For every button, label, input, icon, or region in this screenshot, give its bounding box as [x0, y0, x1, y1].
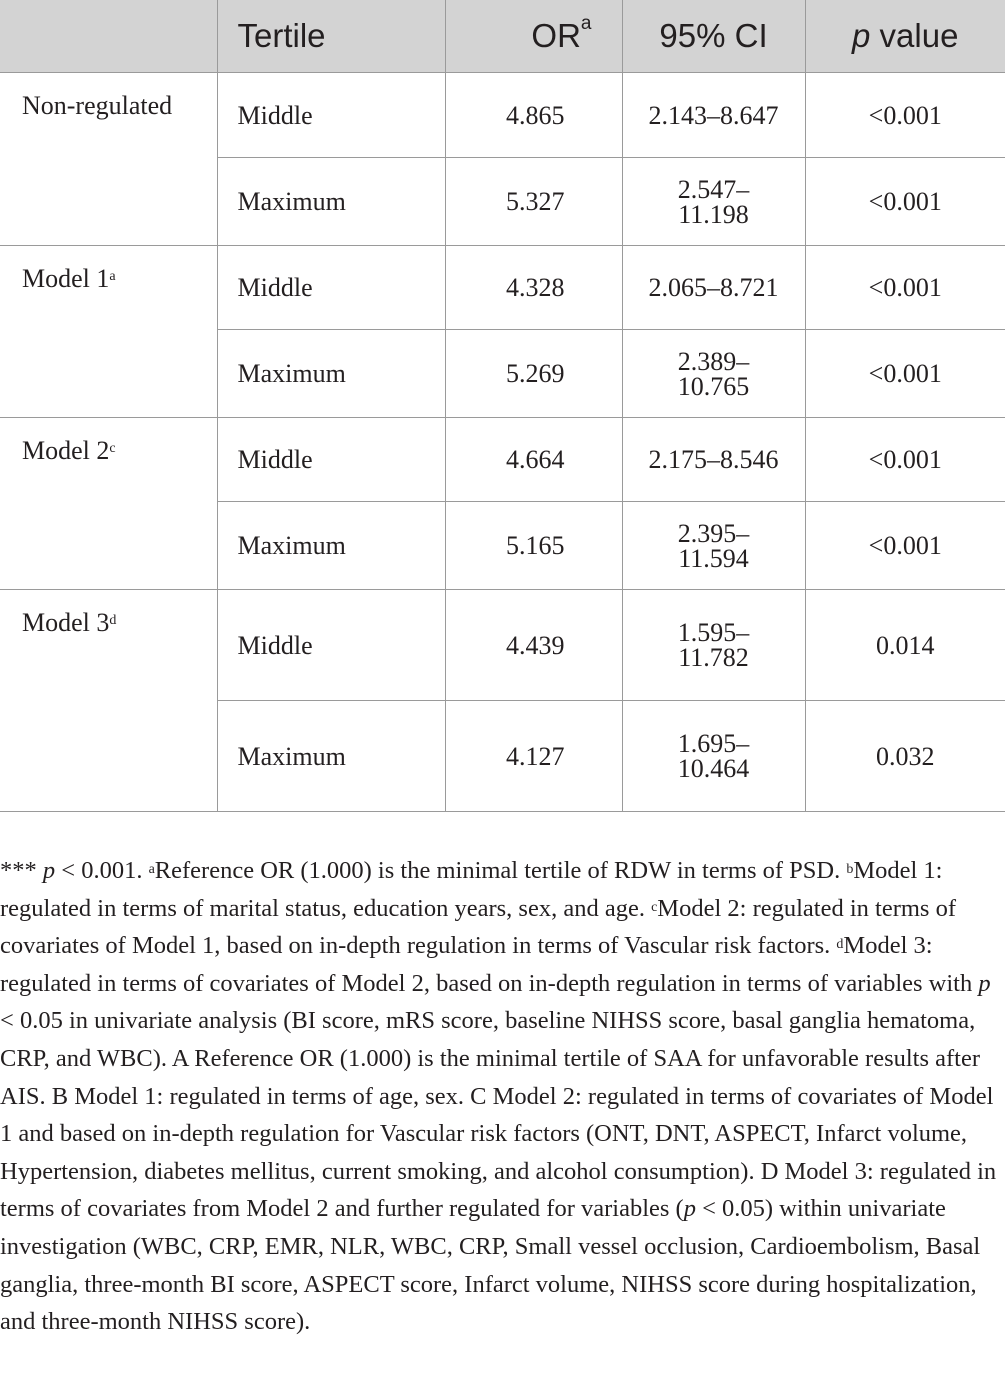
header-p-value	[805, 0, 1005, 73]
tertile-cell: Middle	[217, 246, 445, 330]
ci-cell: 1.695– 10.464	[622, 701, 805, 812]
or-cell: 4.865	[445, 73, 622, 158]
or-cell: 4.328	[445, 246, 622, 330]
p-value-cell: <0.001	[805, 330, 1005, 418]
ci-cell: 2.175–8.546	[622, 418, 805, 502]
table-row	[0, 73, 1005, 158]
tertile-cell: Maximum	[217, 158, 445, 246]
header-group	[0, 0, 217, 73]
header-or-text: OR	[531, 17, 581, 54]
ci-cell: 1.595– 11.782	[622, 590, 805, 701]
or-cell: 4.127	[445, 701, 622, 812]
or-cell: 5.165	[445, 502, 622, 590]
tertile-cell: Middle	[217, 418, 445, 502]
p-value-cell: 0.014	[805, 590, 1005, 701]
header-p-rest: value	[870, 17, 959, 54]
p-value-cell: <0.001	[805, 158, 1005, 246]
p-value-cell: <0.001	[805, 73, 1005, 158]
tertile-cell: Maximum	[217, 330, 445, 418]
header-ci: 95% CI	[622, 0, 805, 73]
ci-cell: 2.547– 11.198	[622, 158, 805, 246]
table-row	[0, 246, 1005, 330]
ci-cell: 2.389– 10.765	[622, 330, 805, 418]
or-cell: 4.439	[445, 590, 622, 701]
group-label: Model 2$^c$	[0, 418, 217, 590]
tertile-cell: Middle	[217, 590, 445, 701]
ci-cell: 2.065–8.721	[622, 246, 805, 330]
or-cell: 5.327	[445, 158, 622, 246]
or-cell: 4.664	[445, 418, 622, 502]
header-or	[445, 0, 622, 73]
header-row	[0, 0, 1005, 73]
table-row	[0, 418, 1005, 502]
p-value-cell: <0.001	[805, 246, 1005, 330]
group-label: Non-regulated	[0, 73, 217, 246]
group-label: Model 3$^d$	[0, 590, 217, 812]
ci-cell: 2.143–8.647	[622, 73, 805, 158]
header-tertile: Tertile	[217, 0, 445, 73]
header-or-sup: a	[580, 13, 592, 34]
table-footnote: *** p < 0.001. $^a$Reference OR (1.000) is the minimal tertile of RDW in terms of PSD. $^b$Model 1: regulated in terms of marital status, education years, sex, and age. $^c$Model 2: regulated in terms of covariates of Model 1, based on in-depth regulation in terms of Vascular risk factors. $^d$Model 3: regulated in terms of covariates of Model 2, based on in-depth regulation in terms of variables with p < 0.05 in univariate analysis (BI score, mRS score, baseline NIHSS score, basal ganglia hematoma, CRP, and WBC). A Reference OR (1.000) is the minimal tertile of SAA for unfavorable results after AIS. B Model 1: regulated in terms of age, sex. C Model 2: regulated in terms of covariates of Model 1 and based on in-depth regulation for Vascular risk factors (ONT, DNT, ASPECT, Infarct volume, Hypertension, diabetes mellitus, current smoking, and alcohol consumption). D Model 3: regulated in terms of covariates from Model 2 and further regulated for variables (p < 0.05) within univariate investigation (WBC, CRP, EMR, NLR, WBC, CRP, Small vessel occlusion, Cardioembolism, Basal ganglia, three-month BI score, ASPECT score, Infarct volume, NIHSS score during hospitalization, and three-month NIHSS score).	[0, 857, 997, 1336]
tertile-cell: Maximum	[217, 701, 445, 812]
ci-cell: 2.395– 11.594	[622, 502, 805, 590]
p-value-cell: <0.001	[805, 418, 1005, 502]
table-row	[0, 590, 1005, 701]
p-value-cell: <0.001	[805, 502, 1005, 590]
header-p-letter: p	[852, 17, 871, 54]
or-cell: 5.269	[445, 330, 622, 418]
group-label: Model 1$^a$	[0, 246, 217, 418]
p-value-cell: 0.032	[805, 701, 1005, 812]
tertile-cell: Maximum	[217, 502, 445, 590]
tertile-cell: Middle	[217, 73, 445, 158]
